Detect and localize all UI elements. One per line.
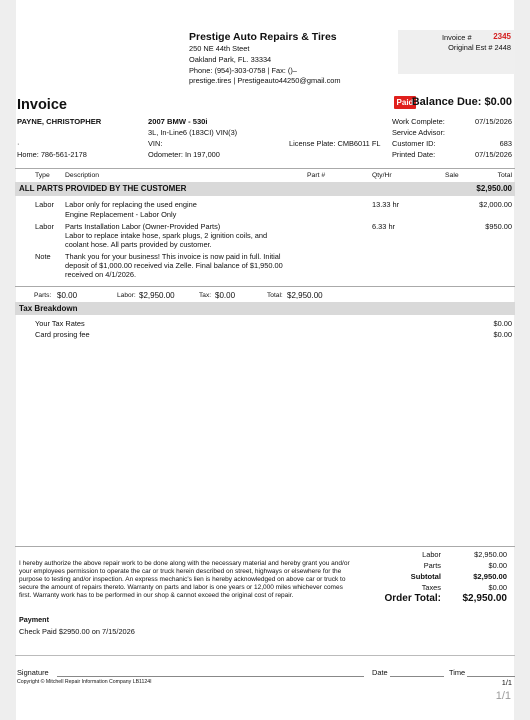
page-title: Invoice (17, 97, 67, 113)
line-item-1-type: Labor (35, 200, 54, 209)
signature-top-rule (15, 655, 515, 656)
line-item-3-desc3: received on 4/1/2026. (65, 270, 137, 279)
line-item-2-total: $950.00 (485, 222, 512, 231)
printed-date-value: 07/15/2026 (475, 150, 512, 159)
order-total-value: $2,950.00 (462, 593, 507, 604)
line-item-1-desc1: Labor only for replacing the used engine (65, 200, 197, 209)
column-header-type: Type (35, 172, 50, 179)
line-item-1-desc2: Engine Replacement - Labor Only (65, 210, 177, 219)
line-item-3-type: Note (35, 252, 51, 261)
viewer-page-indicator: 1/1 (495, 690, 511, 702)
invoice-number-value: 2345 (493, 32, 511, 41)
shop-address-line1: 250 NE 44th Steet (189, 44, 250, 53)
authorization-text: I hereby authorize the above repair work to be done along with the necessary material and hereby grant you and/or your employees permission to operate the car or truck herein described on street, highways or elsewhere for the purpose to testing and/or inspection. An express mechanic's lien is hereby acknowledged on above car or truck to secure the amount of repairs thereto. Warranty on parts and labor is one years or 12,000 miles whichever comes first. Warranty work has to be performed in our shop & cannot exceed the original cost of repair. (19, 560, 350, 599)
column-header-description: Description (65, 172, 99, 179)
customer-id-label: Customer ID: (392, 139, 436, 148)
shop-email: prestige.tires | Prestigeauto44250@gmail.com (189, 76, 341, 85)
time-line (467, 676, 515, 677)
summary-labor-label: Labor: (117, 292, 136, 299)
tax-rate-label: Your Tax Rates (35, 319, 85, 328)
customer-home-phone: Home: 786-561-2178 (17, 150, 87, 159)
column-header-qty: Qty/Hr (372, 172, 392, 179)
line-item-1-total: $2,000.00 (479, 200, 512, 209)
left-page-margin (0, 0, 16, 720)
tax-rate-value: $0.00 (493, 319, 512, 328)
vehicle-vin: VIN: (148, 139, 163, 148)
section-bar (15, 182, 515, 196)
balance-due: Balance Due: $0.00 (411, 96, 512, 108)
card-fee-label: Card prosing fee (35, 330, 90, 339)
totals-subtotal-label: Subtotal (410, 572, 441, 581)
totals-taxes-value: $0.00 (488, 583, 507, 592)
invoice-number-label: Invoice # (442, 33, 472, 42)
copyright: Copyright © Mitchell Repair Information Company LB1124I (17, 679, 152, 685)
vehicle-model: 2007 BMW - 530i (148, 117, 208, 126)
card-fee-value: $0.00 (493, 330, 512, 339)
totals-subtotal-value: $2,950.00 (473, 572, 507, 581)
payment-title: Payment (19, 615, 49, 624)
invoice-number-box (398, 30, 515, 74)
order-total-label: Order Total: (384, 593, 441, 604)
summary-parts-label: Parts: (34, 292, 52, 299)
time-label: Time (449, 668, 466, 677)
page-number: 1/1 (501, 678, 512, 687)
vehicle-engine: 3L, In-Line6 (183CI) VIN(3) (148, 128, 238, 137)
footer-top-rule (15, 546, 515, 547)
paid-badge: Paid (394, 96, 416, 109)
line-item-2-type: Labor (35, 222, 54, 231)
signature-label: Signature (17, 668, 49, 677)
summary-total-value: $2,950.00 (287, 291, 323, 300)
header-top-rule (15, 168, 515, 169)
section-title: ALL PARTS PROVIDED BY THE CUSTOMER (19, 184, 187, 193)
summary-tax-label: Tax: (199, 292, 212, 299)
totals-parts-label: Parts (423, 561, 441, 570)
summary-total-label: Total: (267, 292, 283, 299)
tax-breakdown-title: Tax Breakdown (19, 304, 78, 313)
customer-name: PAYNE, CHRISTOPHER (17, 117, 102, 126)
totals-parts-value: $0.00 (488, 561, 507, 570)
totals-labor-label: Labor (422, 550, 441, 559)
totals-labor-value: $2,950.00 (474, 550, 507, 559)
work-complete-value: 07/15/2026 (475, 117, 512, 126)
vehicle-license-plate: License Plate: CMB6011 FL (289, 139, 381, 148)
customer-id-value: 683 (499, 139, 512, 148)
vehicle-odometer: Odometer: In 197,000 (148, 150, 220, 159)
date-label: Date (372, 668, 388, 677)
work-complete-label: Work Complete: (392, 117, 445, 126)
customer-separator-dot: · (17, 139, 20, 148)
line-item-1-qty: 13.33 hr (372, 200, 400, 209)
line-item-2-qty: 6.33 hr (372, 222, 396, 231)
service-advisor-label: Service Advisor: (392, 128, 445, 137)
date-line (390, 676, 444, 677)
line-item-2-desc3: coolant hose. All parts provided by customer. (65, 240, 212, 249)
line-item-2-desc2: Labor to replace intake hose, spark plugs, 2 ignition coils, and (65, 231, 268, 240)
shop-address-line2: Oakland Park, FL. 33334 (189, 55, 272, 64)
column-header-part: Part # (307, 172, 326, 179)
shop-name: Prestige Auto Repairs & Tires (189, 31, 337, 43)
summary-labor-value: $2,950.00 (139, 291, 175, 300)
totals-taxes-label: Taxes (421, 583, 441, 592)
original-estimate-number: Original Est # 2448 (448, 43, 511, 52)
line-item-3-desc1: Thank you for your business! This invoice is now paid in full. Initial (65, 252, 281, 261)
right-page-margin (514, 0, 530, 720)
shop-phone: Phone: (954)-303-0758 | Fax: ()– (189, 66, 297, 75)
summary-parts-value: $0.00 (57, 291, 78, 300)
tax-breakdown-bar (15, 302, 515, 315)
payment-detail: Check Paid $2950.00 on 7/15/2026 (19, 627, 135, 636)
line-item-3-desc2: deposit of $1,000.00 received via Zelle. Final balance of $1,950.00 (65, 261, 283, 270)
printed-date-label: Printed Date: (392, 150, 436, 159)
column-header-sale: Sale (445, 172, 459, 179)
summary-tax-value: $0.00 (215, 291, 236, 300)
summary-top-rule (15, 286, 515, 287)
line-item-2-desc1: Parts Installation Labor (Owner-Provided Parts) (65, 222, 221, 231)
section-total: $2,950.00 (476, 184, 512, 193)
signature-line (57, 676, 364, 677)
column-header-total: Total (497, 172, 512, 179)
